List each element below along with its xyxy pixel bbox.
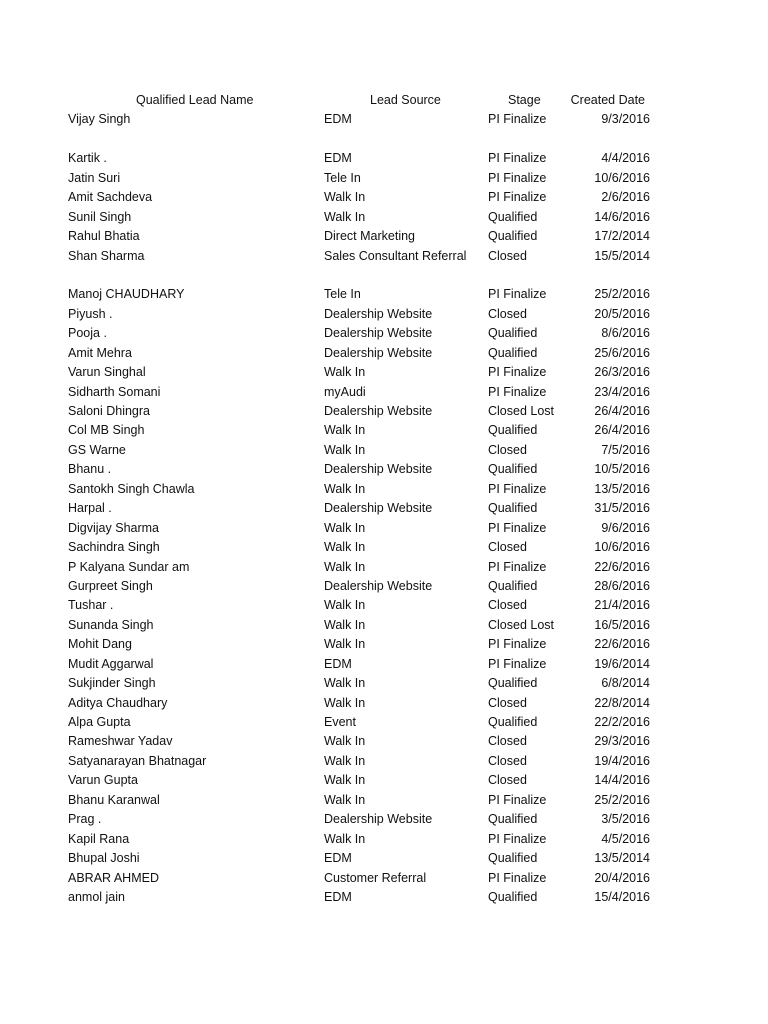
lead-name-cell: Col MB Singh (68, 423, 145, 438)
lead-source-cell: Dealership Website (324, 578, 433, 593)
table-row (0, 694, 768, 713)
stage-cell: Closed (488, 773, 527, 788)
table-row (0, 247, 768, 266)
created-date-cell: 15/5/2014 (594, 248, 650, 263)
created-date-cell: 22/6/2016 (594, 559, 650, 574)
lead-name-cell: Varun Gupta (68, 773, 138, 788)
lead-name-cell: Gurpreet Singh (68, 578, 153, 593)
stage-cell: Qualified (488, 462, 538, 477)
created-date-cell: 26/3/2016 (594, 365, 650, 380)
created-date-cell: 20/4/2016 (594, 870, 650, 885)
lead-name-cell: Alpa Gupta (68, 715, 131, 729)
lead-source-cell: Walk In (324, 734, 366, 749)
table-row (0, 441, 768, 460)
lead-source-cell: Walk In (324, 540, 366, 555)
stage-cell: PI Finalize (488, 384, 547, 399)
table-row (0, 732, 768, 751)
lead-source-cell: Walk In (324, 773, 366, 788)
lead-name-cell: Vijay Singh (68, 112, 131, 127)
stage-cell: PI Finalize (488, 365, 547, 380)
lead-source-cell: Walk In (324, 831, 366, 846)
lead-source-cell: Customer Referral (324, 870, 427, 885)
created-date-cell: 20/5/2016 (594, 306, 650, 321)
lead-name-cell: Mohit Dang (68, 637, 132, 652)
stage-cell: Qualified (488, 326, 538, 341)
created-date-cell: 10/6/2016 (594, 170, 650, 185)
lead-name-cell: GS Warne (68, 442, 126, 457)
stage-cell: Qualified (488, 715, 538, 729)
created-date-cell: 19/6/2014 (594, 656, 650, 671)
table-header-row (0, 91, 768, 110)
lead-name-cell: Pooja . (68, 326, 107, 341)
lead-source-cell: Walk In (324, 442, 366, 457)
table-row (0, 830, 768, 849)
lead-name-cell: Prag . (68, 812, 102, 827)
table-row (0, 305, 768, 324)
lead-name-cell: Sunil Singh (68, 209, 132, 224)
lead-name-cell: Santokh Singh Chawla (68, 481, 195, 496)
lead-source-cell: Walk In (324, 695, 366, 710)
lead-source-cell: Tele In (324, 287, 361, 302)
stage-cell: PI Finalize (488, 870, 547, 885)
lead-source-cell: Walk In (324, 520, 366, 535)
stage-cell: PI Finalize (488, 481, 547, 496)
lead-name-cell: P Kalyana Sundar am (68, 559, 190, 574)
lead-source-cell: Walk In (324, 423, 366, 438)
blank-row (0, 130, 768, 149)
table-row (0, 421, 768, 440)
lead-source-cell: Walk In (324, 617, 366, 632)
table-row (0, 460, 768, 479)
table-row (0, 888, 768, 907)
table-row (0, 752, 768, 771)
header-stage: Stage (508, 93, 541, 107)
table-row (0, 149, 768, 168)
lead-source-cell: Dealership Website (324, 462, 433, 477)
lead-source-cell: Walk In (324, 209, 366, 224)
created-date-cell: 25/2/2016 (594, 792, 650, 807)
stage-cell: Qualified (488, 676, 538, 691)
lead-source-cell: myAudi (324, 384, 366, 399)
lead-name-cell: Bhupal Joshi (68, 851, 140, 866)
lead-name-cell: Amit Mehra (68, 345, 132, 360)
table-row (0, 771, 768, 790)
table-row (0, 538, 768, 557)
lead-source-cell: EDM (324, 889, 352, 904)
stage-cell: Qualified (488, 229, 538, 244)
lead-source-cell: EDM (324, 656, 352, 671)
table-row (0, 849, 768, 868)
table-row (0, 480, 768, 499)
created-date-cell: 3/5/2016 (601, 812, 650, 827)
table-row (0, 791, 768, 810)
stage-cell: Closed (488, 306, 527, 321)
stage-cell: Qualified (488, 812, 538, 827)
table-row (0, 596, 768, 615)
lead-source-cell: Walk In (324, 637, 366, 652)
stage-cell: Closed Lost (488, 617, 555, 632)
lead-source-cell: Sales Consultant Referral (324, 248, 467, 263)
lead-name-cell: Varun Singhal (68, 365, 146, 380)
table-row (0, 635, 768, 654)
created-date-cell: 13/5/2014 (594, 851, 650, 866)
created-date-cell: 2/6/2016 (601, 190, 650, 205)
lead-name-cell: Bhanu . (68, 462, 112, 477)
lead-source-cell: Walk In (324, 190, 366, 205)
stage-cell: Closed (488, 598, 527, 613)
stage-cell: Closed Lost (488, 404, 555, 418)
stage-cell: PI Finalize (488, 637, 547, 652)
created-date-cell: 31/5/2016 (594, 501, 650, 516)
table-row (0, 558, 768, 577)
lead-name-cell: Piyush . (68, 306, 113, 321)
header-lead-name: Qualified Lead Name (136, 93, 254, 107)
table-row (0, 616, 768, 635)
lead-source-cell: Walk In (324, 753, 366, 768)
lead-table (0, 91, 768, 907)
lead-name-cell: Sidharth Somani (68, 384, 161, 399)
table-row (0, 655, 768, 674)
lead-name-cell: Kartik . (68, 151, 107, 166)
table-row (0, 227, 768, 246)
created-date-cell: 17/2/2014 (594, 229, 650, 244)
created-date-cell: 14/4/2016 (594, 773, 650, 788)
lead-name-cell: Sukjinder Singh (68, 676, 156, 691)
stage-cell: PI Finalize (488, 170, 547, 185)
table-row (0, 674, 768, 693)
lead-name-cell: Shan Sharma (68, 248, 145, 263)
stage-cell: PI Finalize (488, 151, 547, 166)
created-date-cell: 9/3/2016 (601, 112, 650, 127)
table-row (0, 383, 768, 402)
created-date-cell: 28/6/2016 (594, 578, 650, 593)
created-date-cell: 21/4/2016 (594, 598, 650, 613)
stage-cell: Qualified (488, 345, 538, 360)
lead-source-cell: Dealership Website (324, 306, 433, 321)
lead-source-cell: Walk In (324, 676, 366, 691)
table-row (0, 363, 768, 382)
stage-cell: Closed (488, 753, 527, 768)
created-date-cell: 10/5/2016 (594, 462, 650, 477)
stage-cell: PI Finalize (488, 831, 547, 846)
stage-cell: PI Finalize (488, 287, 547, 302)
lead-source-cell: Dealership Website (324, 345, 433, 360)
lead-name-cell: Mudit Aggarwal (68, 656, 154, 671)
stage-cell: Qualified (488, 578, 538, 593)
created-date-cell: 19/4/2016 (594, 753, 650, 768)
created-date-cell: 22/6/2016 (594, 637, 650, 652)
table-row (0, 713, 768, 732)
lead-name-cell: Satyanarayan Bhatnagar (68, 753, 207, 768)
lead-name-cell: Bhanu Karanwal (68, 792, 160, 807)
created-date-cell: 23/4/2016 (594, 384, 650, 399)
header-created-date: Created Date (570, 93, 645, 107)
table-row (0, 188, 768, 207)
lead-source-cell: Walk In (324, 559, 366, 574)
stage-cell: Qualified (488, 501, 538, 516)
table-body (0, 110, 768, 907)
lead-name-cell: Rahul Bhatia (68, 229, 140, 244)
lead-source-cell: Event (324, 715, 356, 729)
lead-source-cell: Walk In (324, 598, 366, 613)
stage-cell: Closed (488, 540, 527, 555)
lead-source-cell: Tele In (324, 170, 361, 185)
created-date-cell: 15/4/2016 (594, 889, 650, 904)
lead-source-cell: EDM (324, 112, 352, 127)
created-date-cell: 26/4/2016 (594, 423, 650, 438)
table-row (0, 208, 768, 227)
lead-source-cell: Direct Marketing (324, 229, 415, 244)
table-row (0, 344, 768, 363)
lead-name-cell: Sachindra Singh (68, 540, 160, 555)
created-date-cell: 29/3/2016 (594, 734, 650, 749)
lead-source-cell: EDM (324, 151, 352, 166)
lead-source-cell: Dealership Website (324, 404, 433, 418)
created-date-cell: 26/4/2016 (594, 404, 650, 418)
lead-name-cell: Amit Sachdeva (68, 190, 153, 205)
lead-name-cell: Jatin Suri (68, 170, 121, 185)
created-date-cell: 8/6/2016 (601, 326, 650, 341)
created-date-cell: 10/6/2016 (594, 540, 650, 555)
lead-source-cell: Walk In (324, 365, 366, 380)
lead-name-cell: Tushar . (68, 598, 114, 613)
table-row (0, 110, 768, 129)
created-date-cell: 22/8/2014 (594, 695, 650, 710)
table-row (0, 324, 768, 343)
lead-name-cell: ABRAR AHMED (68, 870, 159, 885)
lead-source-cell: Dealership Website (324, 812, 433, 827)
created-date-cell: 14/6/2016 (594, 209, 650, 224)
blank-row (0, 266, 768, 285)
stage-cell: Qualified (488, 851, 538, 866)
table-row (0, 577, 768, 596)
created-date-cell: 25/6/2016 (594, 345, 650, 360)
stage-cell: PI Finalize (488, 520, 547, 535)
stage-cell: Closed (488, 442, 527, 457)
lead-name-cell: Rameshwar Yadav (68, 734, 173, 749)
table-row (0, 499, 768, 518)
stage-cell: Closed (488, 734, 527, 749)
created-date-cell: 4/4/2016 (601, 151, 650, 166)
created-date-cell: 7/5/2016 (601, 442, 650, 457)
table-row (0, 869, 768, 888)
created-date-cell: 13/5/2016 (594, 481, 650, 496)
lead-source-cell: Walk In (324, 481, 366, 496)
lead-name-cell: anmol jain (68, 889, 125, 904)
lead-name-cell: Manoj CHAUDHARY (68, 287, 185, 302)
table-row (0, 519, 768, 538)
lead-source-cell: EDM (324, 851, 352, 866)
table-row (0, 402, 768, 421)
lead-name-cell: Kapil Rana (68, 831, 130, 846)
stage-cell: PI Finalize (488, 792, 547, 807)
created-date-cell: 25/2/2016 (594, 287, 650, 302)
created-date-cell: 4/5/2016 (601, 831, 650, 846)
lead-source-cell: Dealership Website (324, 326, 433, 341)
lead-name-cell: Saloni Dhingra (68, 404, 150, 418)
table-row (0, 285, 768, 304)
stage-cell: Closed (488, 248, 527, 263)
lead-name-cell: Digvijay Sharma (68, 520, 160, 535)
created-date-cell: 16/5/2016 (594, 617, 650, 632)
table-row (0, 810, 768, 829)
stage-cell: Qualified (488, 423, 538, 438)
table-row (0, 169, 768, 188)
stage-cell: Qualified (488, 209, 538, 224)
stage-cell: PI Finalize (488, 559, 547, 574)
lead-name-cell: Aditya Chaudhary (68, 695, 168, 710)
created-date-cell: 22/2/2016 (594, 715, 650, 729)
created-date-cell: 6/8/2014 (601, 676, 650, 691)
lead-source-cell: Walk In (324, 792, 366, 807)
stage-cell: PI Finalize (488, 112, 547, 127)
created-date-cell: 9/6/2016 (601, 520, 650, 535)
lead-name-cell: Sunanda Singh (68, 617, 154, 632)
lead-source-cell: Dealership Website (324, 501, 433, 516)
stage-cell: Qualified (488, 889, 538, 904)
stage-cell: Closed (488, 695, 527, 710)
stage-cell: PI Finalize (488, 190, 547, 205)
header-lead-source: Lead Source (370, 93, 441, 107)
stage-cell: PI Finalize (488, 656, 547, 671)
lead-name-cell: Harpal . (68, 501, 112, 516)
